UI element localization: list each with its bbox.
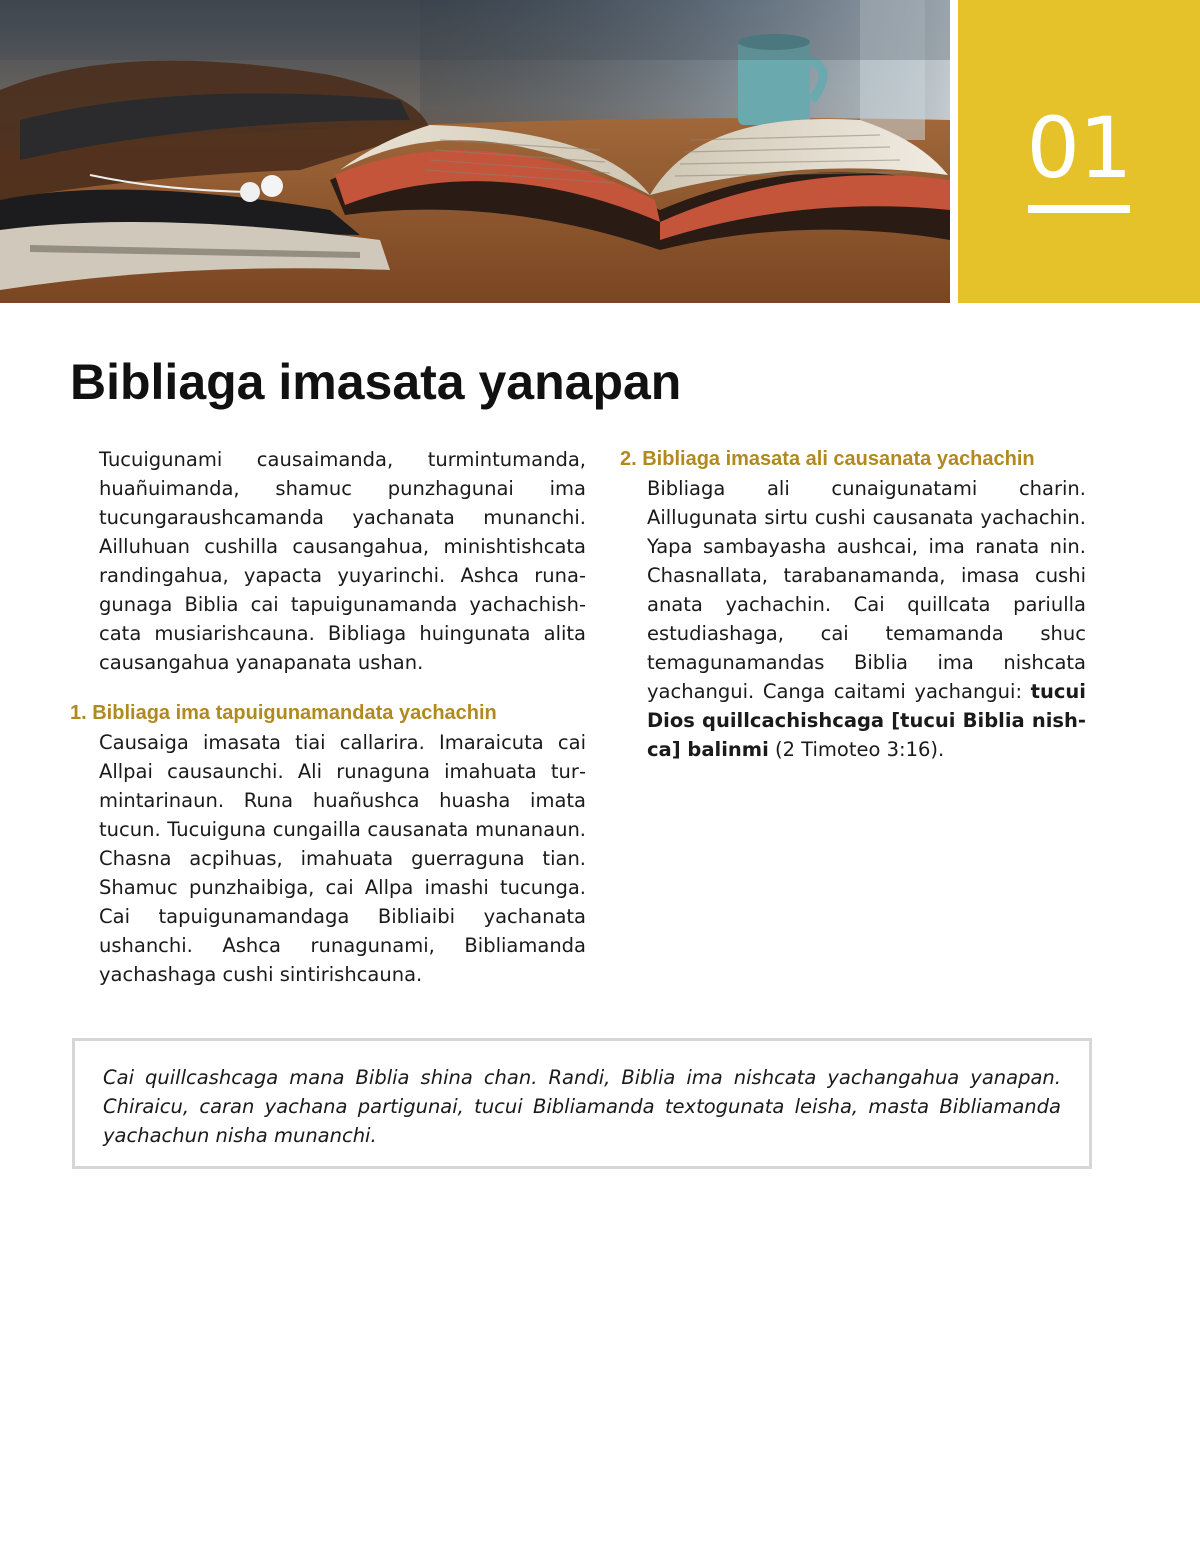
note-box: Cai quillcashcaga mana Biblia shina chan. Randi, Biblia ima nishcata yachangahua yanapan. Chiraicu, caran yachana partigunai, tucui Bibliamanda textogunata leisha, masta Bibliamanda yachachun nisha munanchi. — [72, 1038, 1092, 1169]
section-2-heading: 2. Bibliaga imasata ali causanata yachachin — [620, 448, 1035, 470]
section-2-body: Bibliaga ali cunaigunatami charin. Aillugunata sirtu cushi causanata yachachin. Yapa sambayasha aushcai, ima ranata nin. Chasnallata, tarabanamanda, imasa cushi anata yachachin. Cai quillcata pariulla estudiashaga, cai temamanda shuc temagunamandas Biblia ima nishcata yachangui. Canga caitami yachangui: — [647, 477, 1086, 703]
chapter-underline — [1028, 205, 1130, 213]
intro-paragraph: Tucuigunami causaimanda, turmintumanda, huañuimanda, shamuc punzhagunai ima tucungaraushcamanda yachanata munanchi. Ailluhuan cushilla causangahua, minishtishcata randingahua, yapacta yuyarinchi. Ashca runagunaga Biblia cai tapuigunamanda yachachishcata musiarishcauna. Bibliaga huingunata alita causangahua yanapanata ushan. — [99, 448, 586, 674]
left-column — [70, 445, 586, 989]
open-bible-illustration — [0, 0, 950, 303]
section-1-body: Causaiga imasata tiai callarira. Imaraicuta cai Allpai causaunchi. Ali runaguna imahuata turmintarinaun. Runa huañushca huasha imata tucun. Tucuiguna cungailla causanata munanaun. Chasna acpihuas, imahuata guerraguna tian. Shamuc punzhaibiga, cai Allpa imashi tucunga. Cai tapuigunamandaga Bibliaibi yachanata ushanchi. Ashca runagunami, Bibliamanda yachashaga cushi sintirishcauna. — [99, 731, 586, 986]
scripture-quote: tucui Dios quillcachishcaga [tucui Biblia nishca] balinmi — [647, 680, 1086, 761]
chapter-box — [958, 0, 1200, 303]
section-1-heading: 1. Bibliaga ima tapuigunamandata yachachin — [70, 702, 497, 724]
section-2-paragraph — [647, 474, 1086, 764]
chapter-number: 01 — [1026, 99, 1132, 197]
header-photo — [0, 0, 950, 303]
right-column — [620, 445, 1086, 764]
page-title: Bibliaga imasata yanapan — [70, 354, 682, 410]
scripture-reference[interactable]: (2 Timoteo 3:16). — [768, 738, 945, 761]
